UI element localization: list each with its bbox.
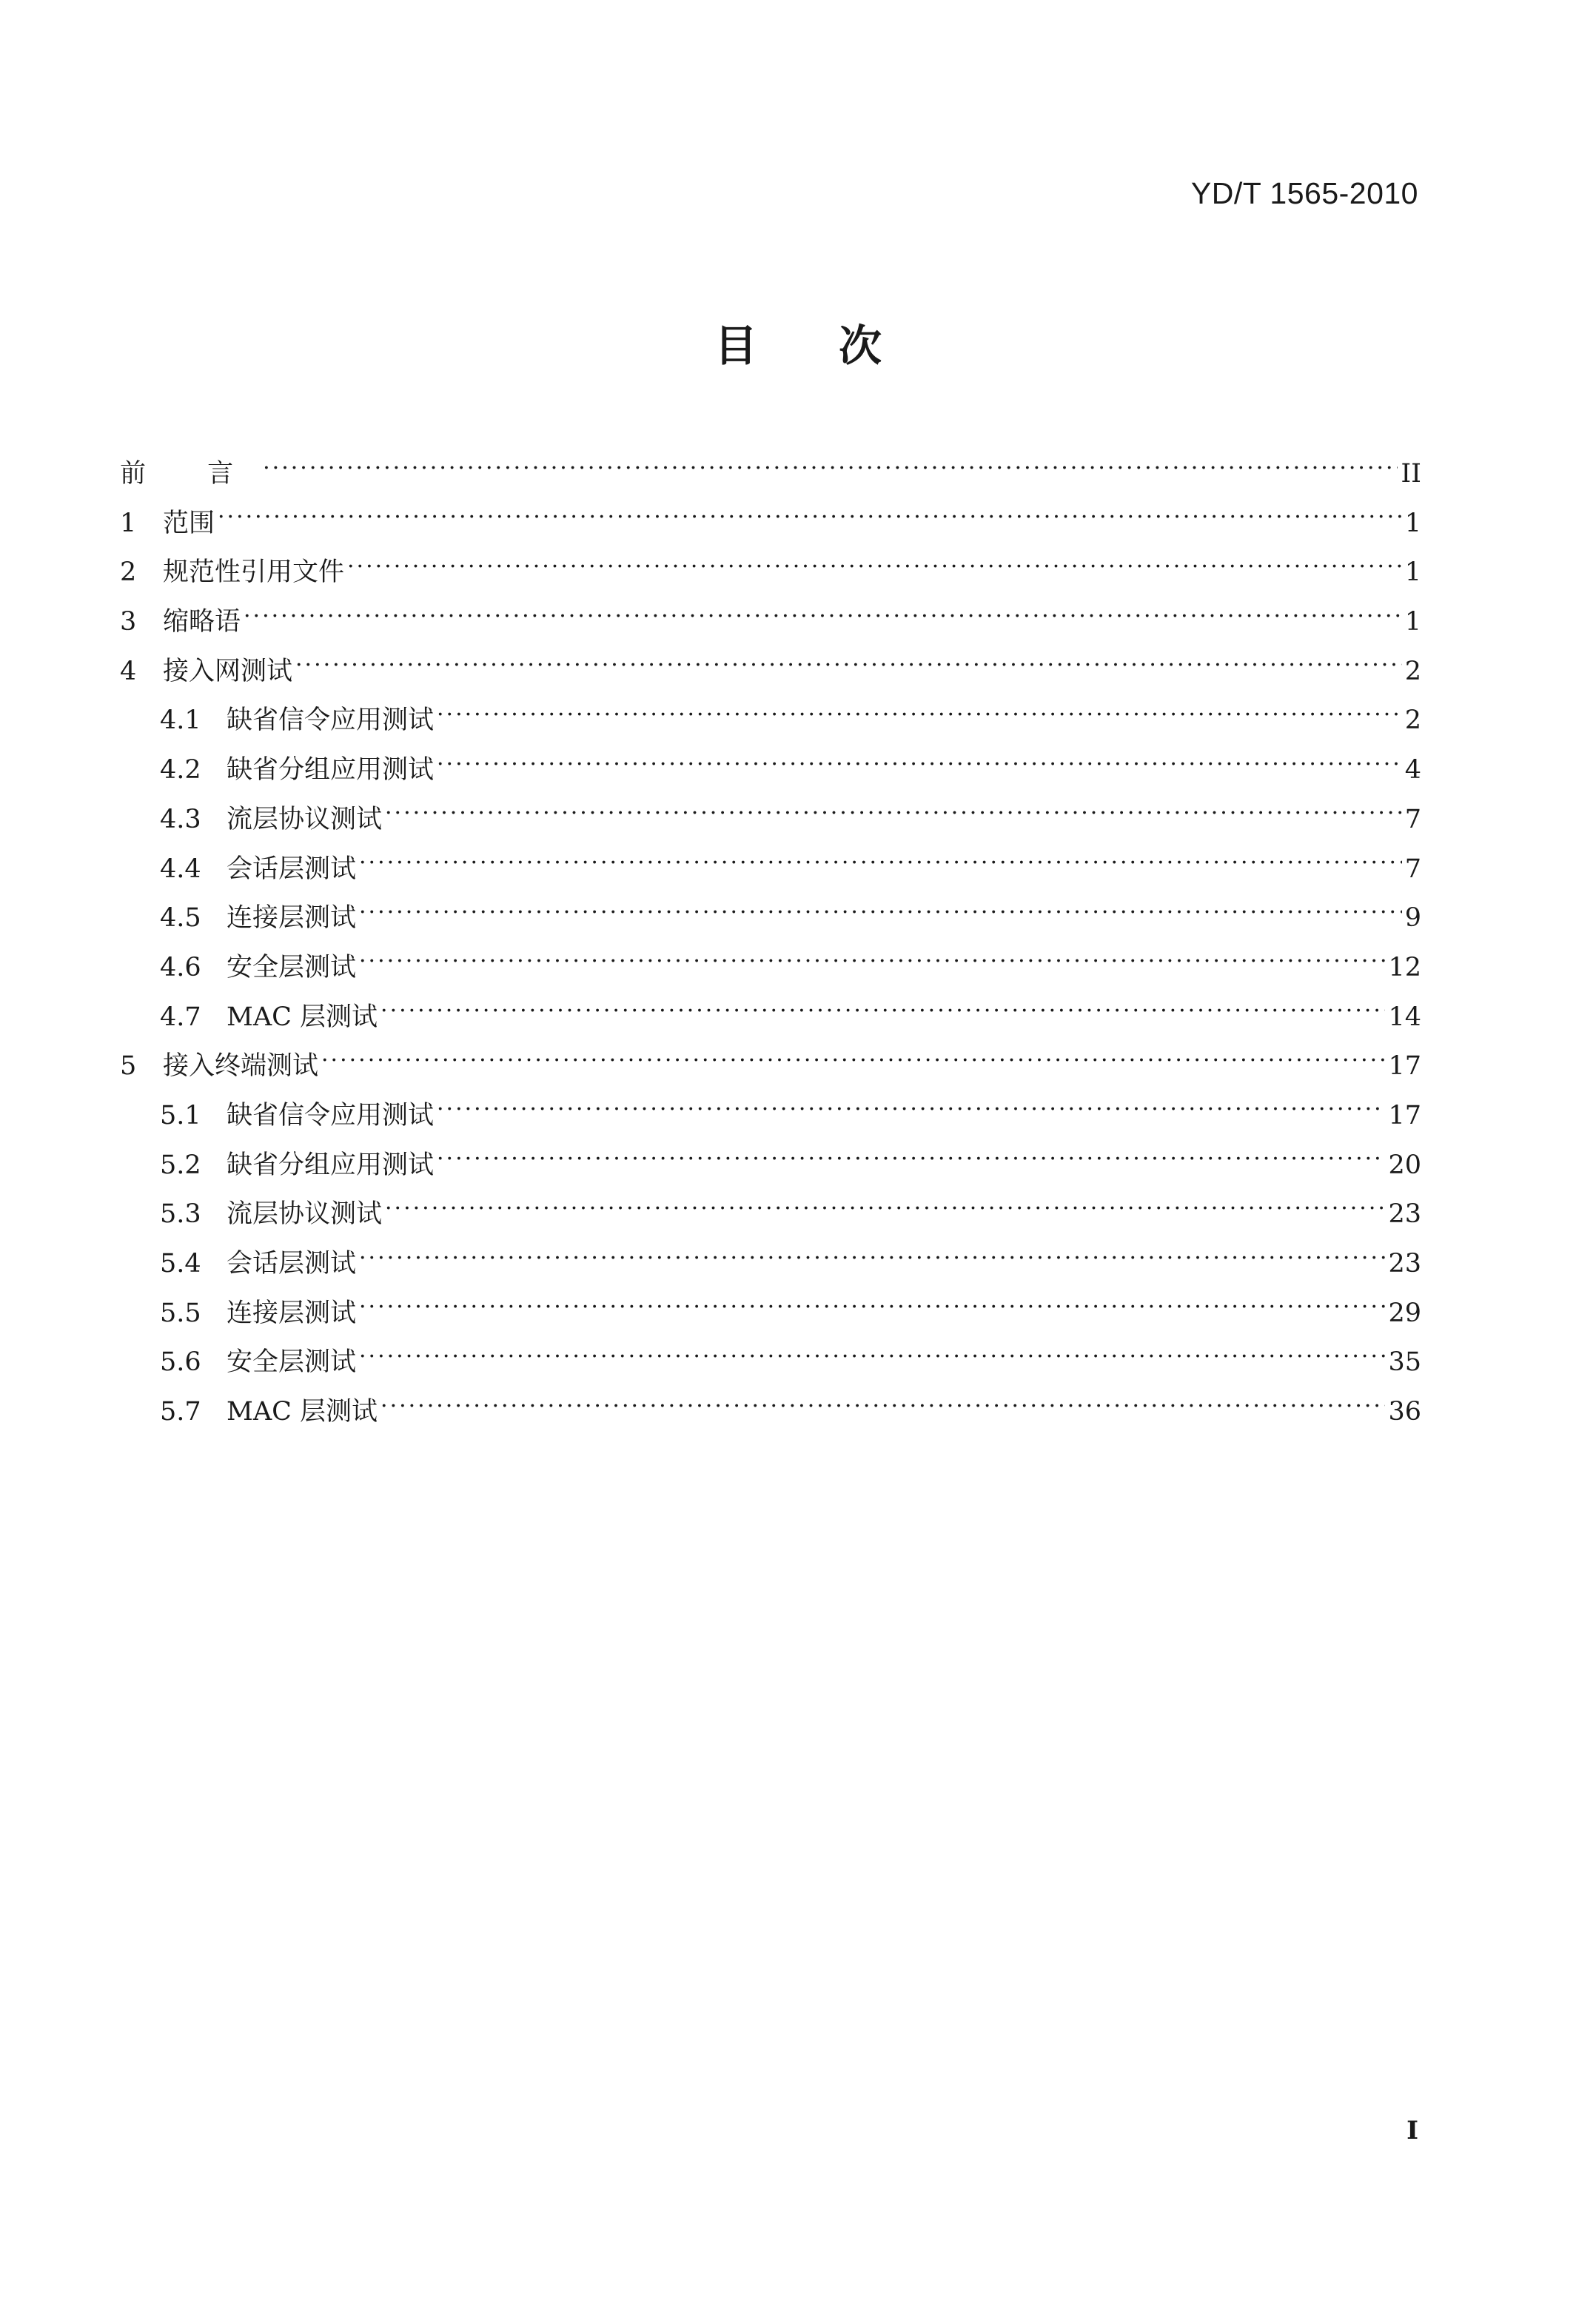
- toc-entry-title: 流层协议测试: [227, 804, 383, 834]
- toc-entry-number: 2: [120, 557, 137, 588]
- toc-entry-5-7[interactable]: [120, 1391, 1421, 1441]
- toc-entry-number: 4.1: [160, 706, 201, 736]
- toc-entry-5-3[interactable]: [120, 1193, 1421, 1243]
- toc-entry-3[interactable]: [120, 601, 1421, 651]
- toc-entry-title: 接入终端测试: [163, 1051, 319, 1082]
- toc-entry-5-6[interactable]: [120, 1341, 1421, 1391]
- toc-entry-title: MAC 层测试: [227, 1397, 378, 1427]
- toc-entry-number: 4.4: [160, 854, 201, 884]
- dot-leader: [385, 1196, 1385, 1222]
- toc-entry-number: 5.1: [160, 1100, 201, 1130]
- toc-entry-5-2[interactable]: [120, 1145, 1421, 1194]
- toc-entry-title: 连接层测试: [227, 903, 357, 934]
- toc-entry-title: 接入网测试: [163, 656, 293, 686]
- toc-entry-page: 7: [1404, 804, 1421, 834]
- toc-entry-title: 缩略语: [163, 607, 241, 637]
- dot-leader: [295, 654, 1402, 680]
- toc-entry-page: 9: [1404, 903, 1421, 934]
- toc-entry-title: 安全层测试: [227, 952, 357, 982]
- toc-entry-page: 17: [1388, 1100, 1421, 1130]
- dot-leader: [359, 900, 1402, 926]
- toc-entry-page: 1: [1404, 508, 1421, 538]
- toc-entry-page: 23: [1388, 1249, 1421, 1279]
- toc-entry-page: 2: [1404, 706, 1421, 736]
- toc-entry-page: 17: [1388, 1051, 1421, 1082]
- dot-leader: [359, 1296, 1385, 1321]
- toc-entry-4-2[interactable]: [120, 749, 1421, 799]
- toc-entry-title: 流层协议测试: [227, 1199, 383, 1230]
- toc-entry-title: 缺省分组应用测试: [227, 1150, 435, 1180]
- toc-entry-page: 36: [1388, 1397, 1421, 1427]
- toc-entry-number: 4.7: [160, 1002, 201, 1032]
- toc-title: 目次: [714, 321, 963, 371]
- toc-entry-page: 20: [1388, 1150, 1421, 1180]
- toc-entry-5[interactable]: [120, 1045, 1421, 1095]
- dot-leader: [437, 1147, 1385, 1173]
- toc-entry-5-4[interactable]: [120, 1243, 1421, 1293]
- toc-entry-5-1[interactable]: [120, 1095, 1421, 1145]
- toc-entry-number: 5: [120, 1051, 137, 1082]
- toc-entry-4[interactable]: [120, 651, 1421, 700]
- toc-entry-title: 缺省信令应用测试: [227, 1100, 435, 1130]
- toc-entry-page: 23: [1388, 1199, 1421, 1230]
- toc-entry-number: 4: [120, 656, 137, 686]
- dot-leader: [385, 802, 1402, 828]
- toc-entry-1[interactable]: [120, 503, 1421, 552]
- toc-entry-page: 35: [1388, 1347, 1421, 1378]
- dot-leader: [437, 752, 1402, 778]
- dot-leader: [321, 1048, 1385, 1074]
- toc-entry-number: 4.2: [160, 755, 201, 785]
- toc-entry-4-4[interactable]: [120, 848, 1421, 898]
- toc-entry-title: 会话层测试: [227, 1249, 357, 1279]
- toc-entry-number: 5.6: [160, 1347, 201, 1378]
- toc-entry-title: 规范性引用文件: [163, 557, 345, 588]
- toc-entry-4-3[interactable]: [120, 799, 1421, 848]
- toc-entry-title: MAC 层测试: [227, 1002, 378, 1032]
- dot-leader: [359, 851, 1402, 877]
- toc-entry-foreword[interactable]: [120, 453, 1421, 503]
- dot-leader: [380, 1394, 1385, 1420]
- dot-leader: [437, 1098, 1385, 1124]
- toc-entry-4-5[interactable]: [120, 897, 1421, 947]
- page-number: I: [1406, 2116, 1418, 2145]
- toc-entry-page: 14: [1388, 1002, 1421, 1032]
- dot-leader: [244, 604, 1402, 630]
- dot-leader: [218, 506, 1402, 532]
- toc-entry-page: 12: [1388, 952, 1421, 982]
- toc-entry-page: 29: [1388, 1298, 1421, 1328]
- dot-leader: [359, 1344, 1385, 1370]
- standard-code: YD/T 1565-2010: [1190, 176, 1418, 210]
- toc-entry-number: 5.7: [160, 1397, 201, 1427]
- dot-leader: [437, 703, 1402, 728]
- toc-entry-number: 4.3: [160, 804, 201, 834]
- toc-entry-number: 5.4: [160, 1249, 201, 1279]
- table-of-contents: [120, 453, 1421, 1441]
- dot-leader: [380, 999, 1385, 1025]
- toc-entry-page: 7: [1404, 854, 1421, 884]
- toc-entry-number: 4.6: [160, 952, 201, 982]
- toc-entry-title: 会话层测试: [227, 854, 357, 884]
- toc-entry-number: 4.5: [160, 903, 201, 934]
- toc-entry-page: 4: [1404, 755, 1421, 785]
- toc-entry-number: 3: [120, 607, 137, 637]
- toc-entry-number: 5.5: [160, 1298, 201, 1328]
- toc-entry-page: 2: [1404, 656, 1421, 686]
- toc-entry-number: 1: [120, 508, 137, 538]
- toc-entry-page: 1: [1404, 607, 1421, 637]
- toc-entry-page: 1: [1404, 557, 1421, 588]
- toc-entry-title: 安全层测试: [227, 1347, 357, 1378]
- toc-entry-5-5[interactable]: [120, 1293, 1421, 1342]
- toc-entry-2[interactable]: [120, 552, 1421, 601]
- toc-entry-title: 范围: [163, 508, 215, 538]
- toc-entry-4-1[interactable]: [120, 700, 1421, 749]
- dot-leader: [263, 456, 1398, 482]
- dot-leader: [359, 950, 1385, 976]
- toc-entry-title: 前 言: [120, 459, 261, 489]
- dot-leader: [347, 554, 1402, 580]
- toc-entry-title: 缺省分组应用测试: [227, 755, 435, 785]
- toc-entry-title: 缺省信令应用测试: [227, 706, 435, 736]
- toc-entry-4-6[interactable]: [120, 947, 1421, 996]
- dot-leader: [359, 1246, 1385, 1272]
- toc-entry-number: 5.3: [160, 1199, 201, 1230]
- toc-entry-page: II: [1401, 459, 1421, 489]
- toc-entry-title: 连接层测试: [227, 1298, 357, 1328]
- toc-entry-4-7[interactable]: [120, 996, 1421, 1046]
- toc-entry-number: 5.2: [160, 1150, 201, 1180]
